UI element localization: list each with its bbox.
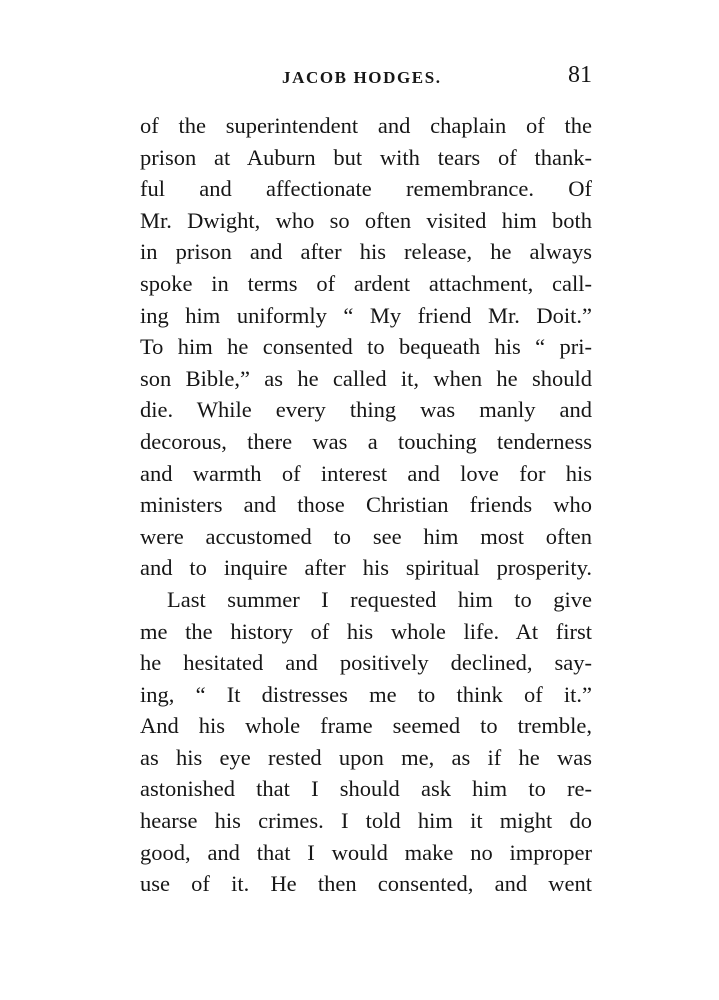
text-line: ing him uniformly “ My friend Mr. Doit.” [140,302,592,328]
running-head [140,62,592,92]
body-text [140,110,592,900]
text-line: ministers and those Christian friends who [140,492,592,518]
text-line: as his eye rested upon me, as if he was [140,744,592,770]
text-line: son Bible,” as he called it, when he should [140,365,592,391]
text-line: spoke in terms of ardent attachment, call- [140,270,592,296]
text-line: good, and that I would make no improper [140,839,592,865]
text-line: decorous, there was a touching tenderness [140,428,592,454]
text-line: were accustomed to see him most often [140,523,592,549]
text-line: hearse his crimes. I told him it might do [140,808,592,834]
text-line: me the history of his whole life. At first [140,618,592,644]
text-line: Mr. Dwight, who so often visited him both [140,207,592,233]
text-line: die. While every thing was manly and [140,397,592,423]
text-line: he hesitated and positively declined, say- [140,650,592,676]
text-line: and to inquire after his spiritual prosperity. [140,555,592,581]
running-title: JACOB HODGES. [282,68,442,87]
text-line: To him he consented to bequeath his “ pri- [140,334,592,360]
text-line: prison at Auburn but with tears of thank- [140,144,592,170]
text-line: And his whole frame seemed to tremble, [140,713,592,739]
paragraph-first-line: Last summer I requested him to give [167,586,592,612]
text-line: of the superintendent and chaplain of the [140,113,592,138]
page-number: 81 [568,62,592,88]
text-line: and warmth of interest and love for his [140,460,592,486]
text-line: ing, “ It distresses me to think of it.” [140,681,592,707]
text-line: use of it. He then consented, and went [140,871,592,897]
text-line: astonished that I should ask him to re- [140,776,592,802]
text-line: ful and affectionate remembrance. Of [140,176,592,202]
text-line: in prison and after his release, he always [140,239,592,265]
